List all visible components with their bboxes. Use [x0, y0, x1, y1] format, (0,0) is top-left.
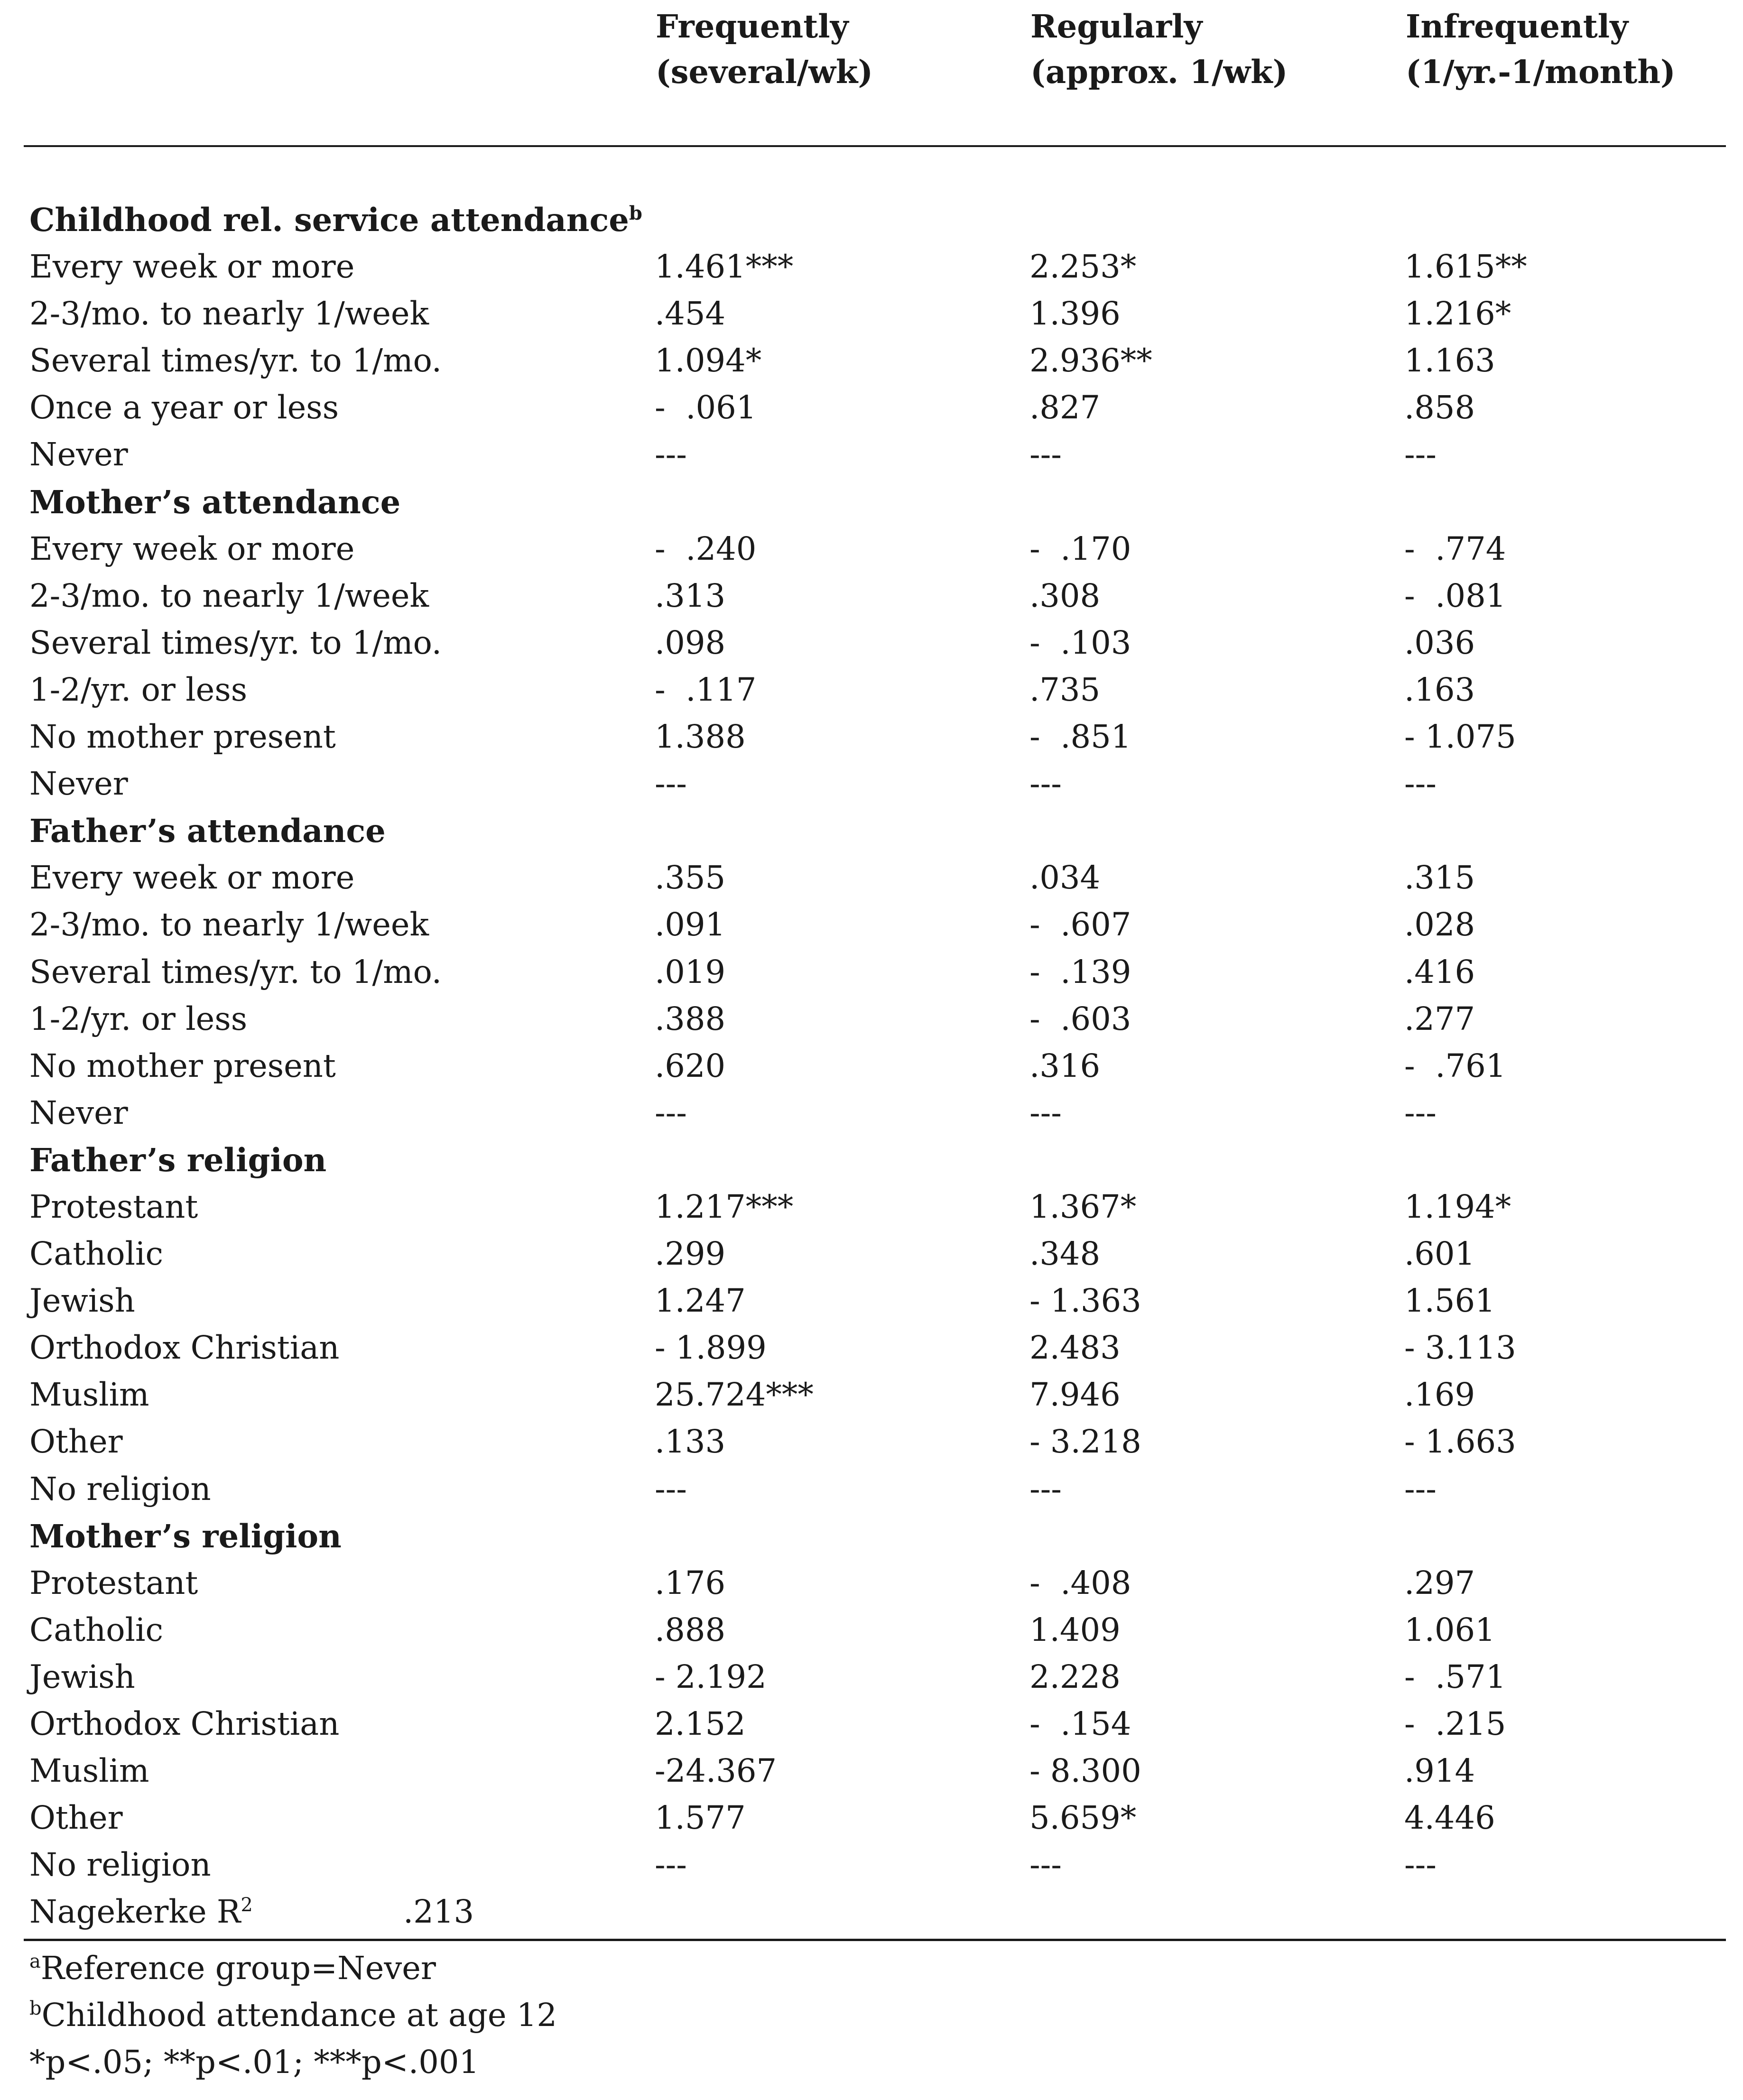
table-row [0, 526, 1743, 573]
cell-value: 1.061 [1404, 1611, 1495, 1648]
cell-value: .914 [1404, 1752, 1475, 1790]
section-label: Mother’s religion [29, 1517, 342, 1555]
cell-value: .091 [655, 906, 726, 944]
table-row [0, 1607, 1743, 1654]
row-label: Jewish [29, 1282, 135, 1320]
table-row [0, 1090, 1743, 1137]
footnotes [29, 1945, 557, 2086]
cell-value: .388 [655, 1000, 726, 1037]
table-row [0, 949, 1743, 996]
cell-value: .036 [1404, 624, 1475, 661]
cell-value: - 3.218 [1029, 1423, 1141, 1461]
cell-value: - 1.899 [655, 1329, 767, 1367]
cell-value: --- [1404, 1470, 1437, 1508]
cell-value: 25.724*** [655, 1376, 814, 1414]
row-label: Several times/yr. to 1/mo. [29, 342, 442, 379]
row-label: Every week or more [29, 248, 355, 286]
table-row [0, 1748, 1743, 1795]
table-row [0, 1277, 1743, 1324]
column-header-frequently [656, 4, 873, 95]
table-row [0, 1654, 1743, 1701]
column-header-line2: (approx. 1/wk) [1030, 53, 1288, 91]
cell-value: - .117 [655, 671, 757, 708]
cell-value: - .603 [1029, 1000, 1131, 1037]
row-label: Several times/yr. to 1/mo. [29, 624, 442, 661]
cell-value: --- [655, 1846, 687, 1884]
cell-value: .601 [1404, 1235, 1475, 1273]
cell-value: 5.659* [1029, 1799, 1137, 1837]
cell-value: 1.409 [1029, 1611, 1121, 1648]
row-label: No mother present [29, 718, 336, 756]
cell-value: 1.396 [1029, 295, 1121, 333]
table-row [0, 1371, 1743, 1418]
cell-value: 1.561 [1404, 1282, 1495, 1320]
cell-value: .620 [655, 1047, 726, 1084]
cell-value: --- [1029, 1470, 1062, 1508]
cell-value: 1.577 [655, 1799, 746, 1837]
column-header-line1: Regularly [1030, 8, 1203, 45]
cell-value: --- [655, 1094, 687, 1131]
cell-value: --- [1404, 436, 1437, 473]
cell-value: - .081 [1404, 577, 1506, 614]
cell-value: 1.461*** [655, 248, 794, 286]
table-row [0, 1841, 1743, 1888]
table-row [0, 901, 1743, 948]
cell-value: .308 [1029, 577, 1101, 614]
row-label: Once a year or less [29, 389, 339, 426]
cell-value: --- [655, 1470, 687, 1508]
cell-value: .299 [655, 1235, 726, 1273]
cell-value: .133 [655, 1423, 726, 1461]
cell-value: --- [1029, 1846, 1062, 1884]
row-label: Other [29, 1799, 123, 1837]
table-row [0, 1560, 1743, 1607]
section-heading [0, 479, 1743, 526]
row-label: No mother present [29, 1047, 336, 1084]
section-label: Childhood rel. service attendance$^b$ [29, 201, 642, 239]
cell-value: .735 [1029, 671, 1101, 708]
row-label: 1-2/yr. or less [29, 671, 248, 708]
cell-value: --- [655, 436, 687, 473]
table-row [0, 243, 1743, 290]
section-heading [0, 807, 1743, 854]
column-header-line2: (several/wk) [656, 53, 873, 91]
r-squared-row [0, 1888, 1743, 1935]
bottom-rule [24, 1939, 1726, 1941]
cell-value: - .408 [1029, 1564, 1131, 1601]
table-row [0, 573, 1743, 620]
footnote-b: $^b$Childhood attendance at age 12 [29, 1997, 557, 2034]
column-header-line1: Infrequently [1406, 8, 1629, 45]
table-row [0, 1230, 1743, 1277]
cell-value: --- [1404, 765, 1437, 803]
cell-value: .316 [1029, 1047, 1101, 1084]
cell-value: - 2.192 [655, 1658, 767, 1695]
superscript: 2 [241, 1894, 253, 1916]
cell-value: --- [1404, 1094, 1437, 1131]
cell-value: - .215 [1404, 1705, 1506, 1742]
cell-value: .019 [655, 953, 726, 990]
header-rule [24, 145, 1726, 147]
cell-value: - 8.300 [1029, 1752, 1141, 1790]
table-row [0, 384, 1743, 431]
cell-value: --- [1029, 436, 1062, 473]
section-label: Father’s religion [29, 1141, 327, 1179]
cell-value: --- [1404, 1846, 1437, 1884]
row-label: Other [29, 1423, 123, 1461]
cell-value: --- [1029, 765, 1062, 803]
cell-value: .416 [1404, 953, 1475, 990]
cell-value: 1.094* [655, 342, 762, 379]
row-label: No religion [29, 1470, 211, 1508]
cell-value: - 1.663 [1404, 1423, 1516, 1461]
cell-value: .169 [1404, 1376, 1475, 1414]
cell-value: .297 [1404, 1564, 1475, 1601]
section-label: Mother’s attendance [29, 483, 401, 521]
cell-value: -24.367 [655, 1752, 777, 1790]
r-squared-value: .213 [403, 1893, 474, 1931]
row-label: Every week or more [29, 530, 355, 567]
cell-value: - .139 [1029, 953, 1131, 990]
table-row [0, 666, 1743, 713]
table-row [0, 1701, 1743, 1748]
cell-value: 2.228 [1029, 1658, 1121, 1695]
row-label: 2-3/mo. to nearly 1/week [29, 295, 429, 333]
cell-value: .827 [1029, 389, 1101, 426]
cell-value: - .103 [1029, 624, 1131, 661]
cell-value: .348 [1029, 1235, 1101, 1273]
column-header-infrequently [1406, 4, 1676, 95]
row-label: Jewish [29, 1658, 135, 1695]
cell-value: - .607 [1029, 906, 1131, 944]
cell-value: 1.247 [655, 1282, 746, 1320]
cell-value: - .154 [1029, 1705, 1131, 1742]
table-row [0, 1324, 1743, 1371]
footnote-significance: *p<.05; **p<.01; ***p<.001 [29, 2044, 480, 2081]
row-label: No religion [29, 1846, 211, 1884]
cell-value: .355 [655, 859, 726, 897]
cell-value: .315 [1404, 859, 1475, 897]
cell-value: - .170 [1029, 530, 1131, 567]
cell-value: 1.194* [1404, 1188, 1511, 1225]
cell-value: - .851 [1029, 718, 1131, 756]
row-label: Never [29, 765, 128, 803]
cell-value: 1.615** [1404, 248, 1527, 286]
cell-value: - 3.113 [1404, 1329, 1516, 1367]
row-label: Several times/yr. to 1/mo. [29, 953, 442, 990]
row-label: Muslim [29, 1752, 149, 1790]
row-label: Every week or more [29, 859, 355, 897]
cell-value: 4.446 [1404, 1799, 1495, 1837]
section-heading [0, 1513, 1743, 1560]
results-table [0, 196, 1743, 1935]
cell-value: - .240 [655, 530, 757, 567]
table-row [0, 337, 1743, 384]
footnote-a: $^a$Reference group=Never [29, 1950, 436, 1987]
table-row [0, 1795, 1743, 1841]
table-row [0, 1418, 1743, 1465]
cell-value: .098 [655, 624, 726, 661]
table-row [0, 1184, 1743, 1230]
row-label: Nagekerke $R^2$ [29, 1893, 253, 1931]
cell-value: - .774 [1404, 530, 1506, 567]
row-label: Orthodox Christian [29, 1705, 340, 1742]
row-label: Protestant [29, 1564, 198, 1601]
cell-value: - 1.075 [1404, 718, 1516, 756]
cell-value: 2.936** [1029, 342, 1152, 379]
row-label: Catholic [29, 1235, 164, 1273]
cell-value: 7.946 [1029, 1376, 1121, 1414]
table-row [0, 713, 1743, 760]
table-row [0, 1043, 1743, 1090]
cell-value: - .061 [655, 389, 757, 426]
row-label: Muslim [29, 1376, 149, 1414]
cell-value: .034 [1029, 859, 1101, 897]
column-header-line1: Frequently [656, 8, 849, 45]
cell-value: - .761 [1404, 1047, 1506, 1084]
cell-value: 2.253* [1029, 248, 1137, 286]
row-label: 1-2/yr. or less [29, 1000, 248, 1037]
row-label: 2-3/mo. to nearly 1/week [29, 906, 429, 944]
cell-value: - 1.363 [1029, 1282, 1141, 1320]
cell-value: .858 [1404, 389, 1475, 426]
section-heading [0, 1137, 1743, 1184]
column-header-line2: (1/yr.-1/month) [1406, 53, 1676, 91]
superscript: b [629, 202, 642, 224]
row-label: Orthodox Christian [29, 1329, 340, 1367]
table-row [0, 431, 1743, 478]
cell-value: .028 [1404, 906, 1475, 944]
cell-value: --- [655, 765, 687, 803]
row-label: Catholic [29, 1611, 164, 1648]
table-row [0, 620, 1743, 666]
table-row [0, 290, 1743, 337]
row-label: Protestant [29, 1188, 198, 1225]
row-label: Never [29, 436, 128, 473]
row-label: 2-3/mo. to nearly 1/week [29, 577, 429, 614]
cell-value: 1.163 [1404, 342, 1495, 379]
cell-value: --- [1029, 1094, 1062, 1131]
cell-value: .277 [1404, 1000, 1475, 1037]
table-row [0, 1466, 1743, 1513]
cell-value: 2.483 [1029, 1329, 1121, 1367]
table-row [0, 760, 1743, 807]
cell-value: 1.216* [1404, 295, 1511, 333]
section-label: Father’s attendance [29, 812, 386, 850]
row-label: Never [29, 1094, 128, 1131]
cell-value: .454 [655, 295, 726, 333]
cell-value: 2.152 [655, 1705, 746, 1742]
section-heading [0, 196, 1743, 243]
table-row [0, 854, 1743, 901]
column-header-regularly [1030, 4, 1288, 95]
cell-value: 1.388 [655, 718, 746, 756]
table-row [0, 996, 1743, 1043]
cell-value: - .571 [1404, 1658, 1506, 1695]
cell-value: .176 [655, 1564, 726, 1601]
cell-value: 1.217*** [655, 1188, 794, 1225]
cell-value: .313 [655, 577, 726, 614]
cell-value: 1.367* [1029, 1188, 1137, 1225]
cell-value: .163 [1404, 671, 1475, 708]
cell-value: .888 [655, 1611, 726, 1648]
